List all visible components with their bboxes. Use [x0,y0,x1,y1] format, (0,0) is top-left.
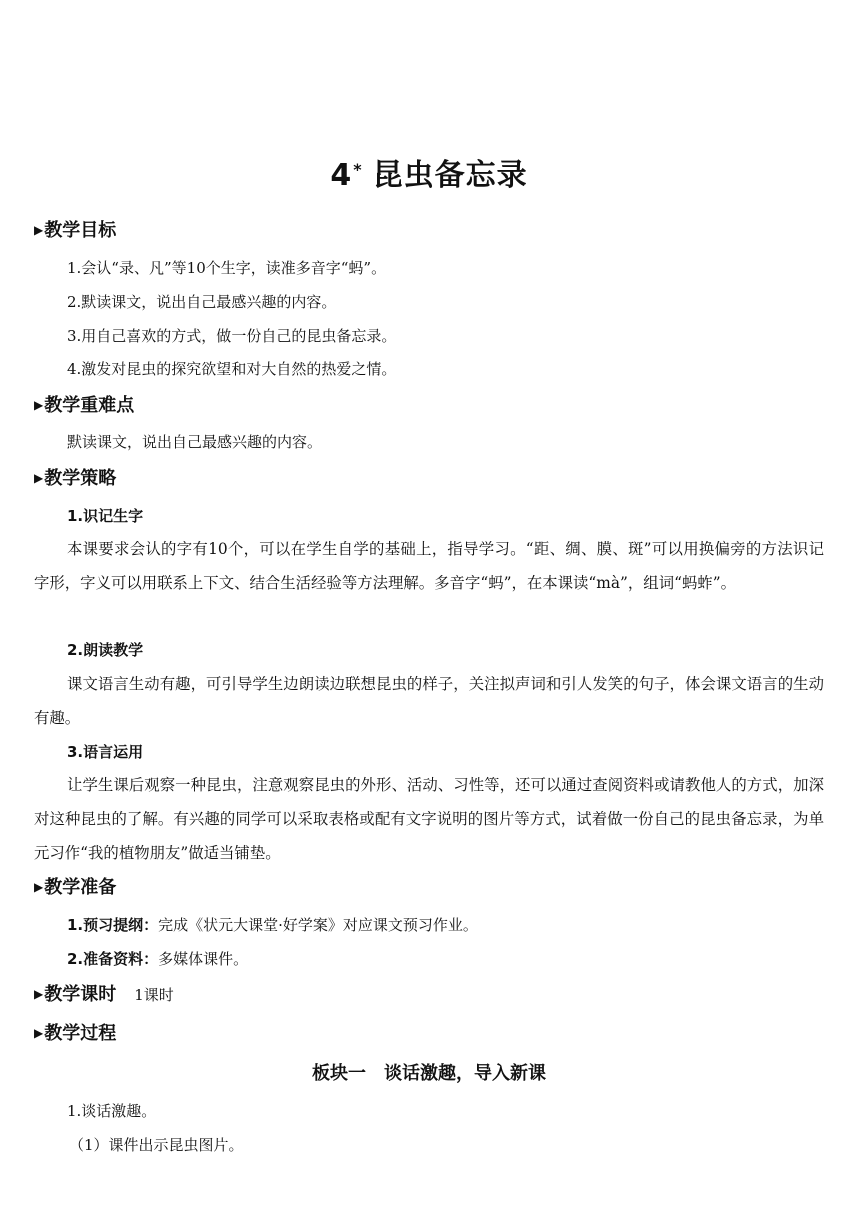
triangle-bullet-icon: ▶ [34,223,44,237]
triangle-bullet-icon: ▶ [34,987,44,1001]
section-heading-objectives [34,219,116,244]
section-heading-key-points [34,394,134,419]
section-heading-label: 教学重难点 [44,395,135,416]
strategy-paragraph: 让学生课后观察一种昆虫，注意观察昆虫的外形、活动、习性等，还可以通过查阅资料或请教他人的方式，加深对这种昆虫的了解。有兴趣的同学可以采取表格或配有文字说明的图片等方式，试着做一份自己的昆虫备忘录，为单元习作“我的植物朋友”做适当铺垫。 [34,776,824,862]
objective-item: 3.用自己喜欢的方式，做一份自己的昆虫备忘录。 [67,327,397,345]
preparation-item [67,948,248,970]
triangle-bullet-icon: ▶ [34,1026,44,1040]
section-heading-label: 教学策略 [44,468,117,489]
preparation-label: 1.预习提纲： [67,916,159,934]
section-heading-preparation [34,876,116,901]
section-heading-strategies [34,467,116,492]
section-heading-label: 教学课时 [44,984,117,1005]
triangle-bullet-icon: ▶ [34,880,44,894]
strategy-subheading: 1.识记生字 [67,507,144,525]
objective-item: 2.默读课文，说出自己最感兴趣的内容。 [67,293,337,311]
section-heading-label: 教学目标 [44,220,117,241]
objective-item: 1.会认“录、凡”等10个生字，读准多音字“蚂”。 [67,259,387,277]
lesson-name: 昆虫备忘录 [372,158,528,193]
objective-item: 4.激发对昆虫的探究欲望和对大自然的热爱之情。 [67,360,397,378]
process-line: （1）课件出示昆虫图片。 [69,1136,244,1154]
periods-value: 1课时 [134,986,174,1004]
preparation-item [67,914,478,936]
process-line: 1.谈话激趣。 [67,1102,157,1120]
preparation-text: 完成《状元大课堂·好学案》对应课文预习作业。 [158,916,478,934]
key-points-text: 默读课文，说出自己最感兴趣的内容。 [67,433,323,451]
strategy-subheading: 2.朗读教学 [67,641,144,659]
section-heading-label: 教学准备 [44,877,117,898]
triangle-bullet-icon: ▶ [34,471,44,485]
section-heading-process [34,1022,116,1047]
strategy-subheading: 3.语言运用 [67,743,144,761]
optional-lesson-mark: * [353,160,363,179]
block-title: 板块一 谈话激趣，导入新课 [312,1063,546,1084]
lesson-number: 4 [330,158,353,193]
section-heading-periods [34,983,174,1008]
section-heading-label: 教学过程 [44,1023,117,1044]
strategy-paragraph: 课文语言生动有趣，可引导学生边朗读边联想昆虫的样子，关注拟声词和引人发笑的句子，体会课文语言的生动有趣。 [34,675,824,727]
triangle-bullet-icon: ▶ [34,398,44,412]
preparation-text: 多媒体课件。 [158,950,249,968]
lesson-title [34,156,824,196]
strategy-paragraph: 本课要求会认的字有10个，可以在学生自学的基础上，指导学习。“距、绸、膜、斑”可以用换偏旁的方法识记字形，字义可以用联系上下文、结合生活经验等方法理解。多音字“蚂”，在本课读“mà”，组词“蚂蚱”。 [34,540,824,592]
preparation-label: 2.准备资料： [67,950,159,968]
